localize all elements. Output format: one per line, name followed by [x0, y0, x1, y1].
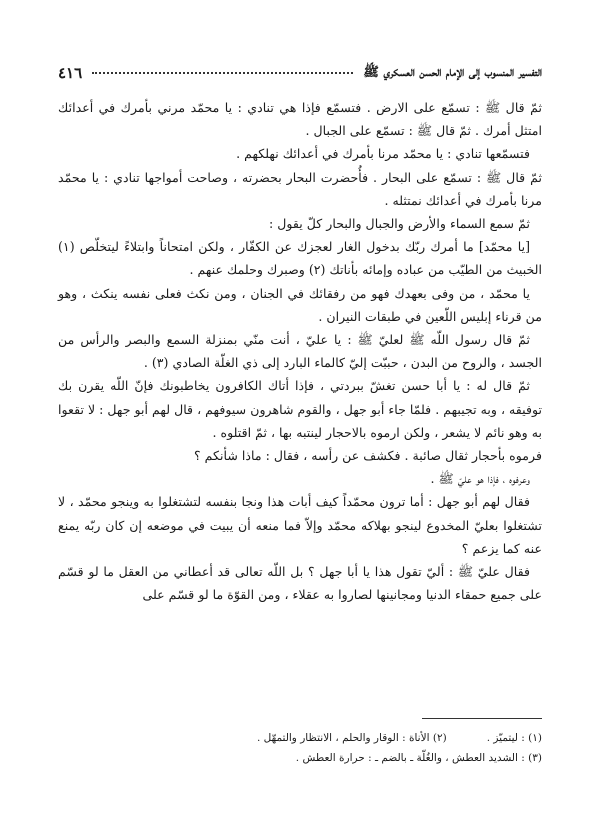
paragraph: فتسمّعها تنادي : يا محمّد مرنا بأمرك في أعدائك نهلكهم .: [236, 146, 530, 162]
footnote-3: (٣) : الشديد العطش ، والغُلّة ـ بالضم ـ : حرارة العطش .: [295, 752, 542, 764]
paragraph: يا محمّد ، من وفى بعهدك فهو من رفقائك في الجنان ، ومن نكث فعلى نفسه ينكث ، وهو من قرناء إبليس اللّعين في طبقات النيران .: [58, 285, 542, 324]
paragraph: ثمّ قال رسول اللّه ﷺ لعليّ ﷺ : يا عليّ ، أنت منّي بمنزلة السمع والبصر والرأس من الجسد ، والروح من البدن ، حببّت إليّ كالماء البارد إلى ذي الغلّة الصادي (٣) .: [58, 332, 542, 371]
running-header: [58, 62, 542, 84]
paragraph: ثمّ قال له : يا أبا حسن تغشّ ببردتي ، فإذا أتاك الكافرون يخاطبونك فإنّ اللّه يقرن بك توفيقه ، وبه تجيبهم . فلمّا جاء أبو جهل ، والقوم شاهرون سيوفهم ، قال لهم أبو جهل : لا تقعوا به وهو نائم لا يشعر ، ولكن ارموه بالاحجار لينتبه بها ، ثمّ اقتلوه .: [58, 378, 542, 440]
paragraph: وعرفوه ، فإذا هو عليّ ﷺ .: [430, 471, 530, 487]
paragraph: [يا محمّد] ما أمرك ربّك بدخول الغار لعجزك عن الكفّار ، ولكن امتحاناً وابتلاءً ليتخلّص (١) الخبيث من الطيّب من عباده وإمائه بأناتك (٢) وصبرك وحلمك عنهم .: [58, 239, 542, 278]
footnote-1: (١) : ليتميّز .: [486, 732, 542, 744]
footnote-2: (٢) الأناة : الوقار والحلم ، الانتظار والتمهّل .: [256, 732, 447, 744]
page-number: ٤١٦: [58, 64, 83, 82]
paragraph: فقال لهم أبو جهل : أما ترون محمّداً كيف أبات هذا ونجا بنفسه لتشتغلوا به وينجو محمّد ، لا تشتغلوا بعليّ المخدوع لينجو بهلاكه محمّد وإلاّ فما منعه أن يبيت في موضعه إن كان ربّه يمنع عنه كما يزعم ؟: [58, 494, 542, 556]
paragraph: فرموه بأحجار ثقال صائبة . فكشف عن رأسه ، فقال : ماذا شأنكم ؟: [193, 448, 542, 464]
footnote-rule: [422, 718, 542, 719]
running-title: التفسير المنسوب إلى الإمام الحسن العسكري ﷺ: [363, 64, 542, 80]
paragraph: فقال عليّ ﷺ : أليّ تقول هذا يا أبا جهل ؟ بل اللّه تعالى قد أعطاني من العقل ما لو قسّم على جميع حمقاء الدنيا ومجانينها لصاروا به عقلاء ، ومن القوّة ما لو قسّم على: [58, 564, 542, 603]
header-divider: [92, 72, 353, 74]
paragraph: ثمّ قال ﷺ : تسمّع على الارض . فتسمّع فإذا هي تنادي : يا محمّد مرني بأمرك في أعدائك امتثل أمرك . ثمّ قال ﷺ : تسمّع على الجبال .: [58, 100, 542, 139]
paragraph: ثمّ قال ﷺ : تسمّع على البحار . فأُحضرت البحار بحضرته ، وصاحت أمواجها تنادي : يا محمّد مرنا بأمرك في أعدائك نمتثله .: [58, 169, 542, 208]
footnote-row: [58, 728, 542, 748]
paragraph: ثمّ سمع السماء والأرض والجبال والبحار كلّ يقول :: [268, 216, 530, 232]
main-text: [58, 96, 542, 606]
footnotes: [58, 728, 542, 768]
